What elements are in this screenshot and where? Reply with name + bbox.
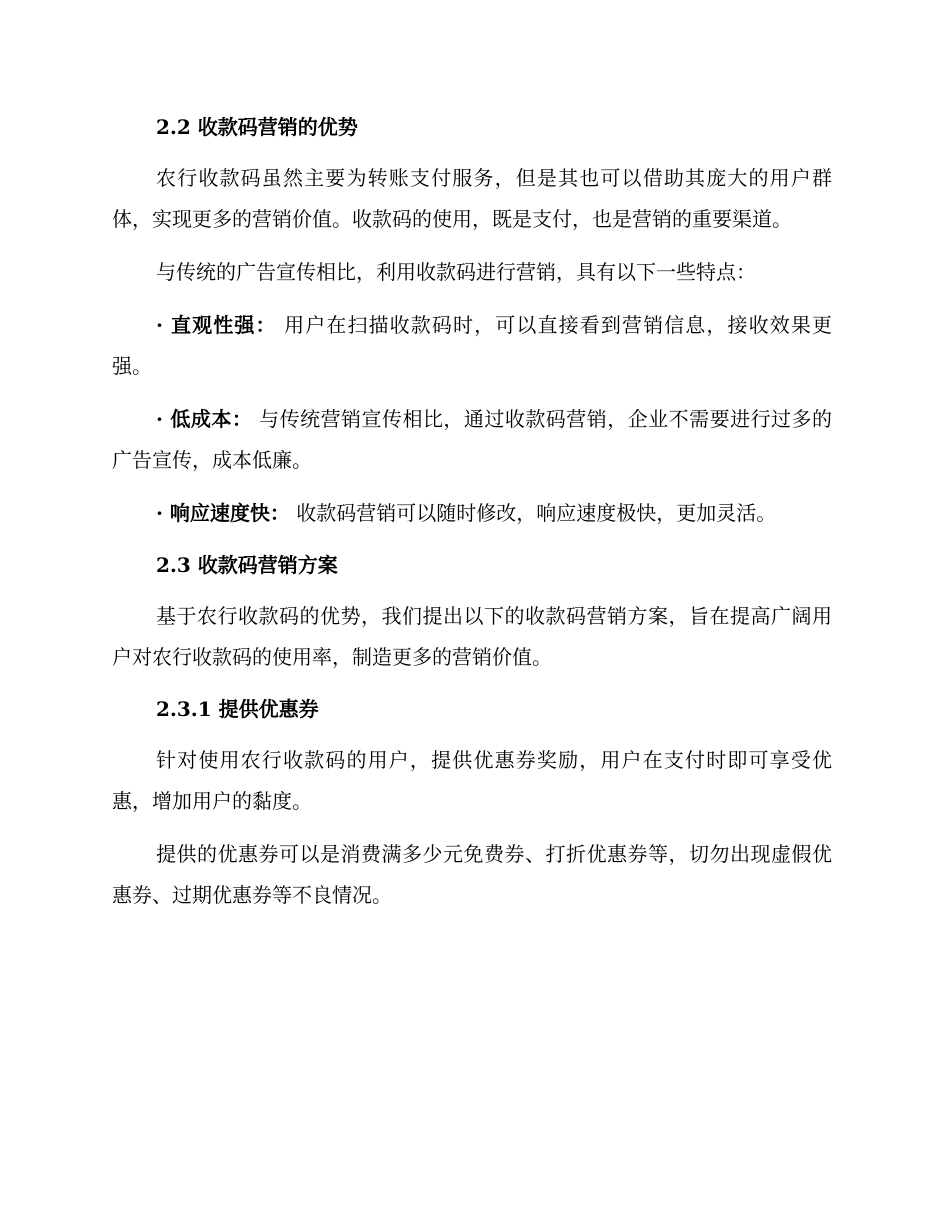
paragraph: 与传统的广告宣传相比，利用收款码进行营销，具有以下一些特点：: [156, 260, 756, 284]
bullet-text: 收款码营销可以随时修改，响应速度极快，更加灵活。: [289, 501, 777, 525]
bullet-text: 与传统营销宣传相比，通过收款码营销，企业不需要进行过多的广告宣传，成本低廉。: [112, 407, 832, 472]
paragraph: 针对使用农行收款码的用户，提供优惠券奖励，用户在支付时即可享受优惠，增加用户的黏度。: [112, 748, 832, 813]
bullet-item: [112, 493, 832, 534]
section-heading-2-3-1: 2.3.1 提供优惠券: [156, 697, 319, 721]
bullet-lead: · 低成本：: [156, 407, 253, 431]
bullet-item: [112, 305, 832, 387]
section-heading-2-3: 2.3 收款码营销方案: [156, 553, 338, 577]
paragraph: 基于农行收款码的优势，我们提出以下的收款码营销方案，旨在提高广阔用户对农行收款码的使用率，制造更多的营销价值。: [112, 604, 832, 669]
section-heading-2-2: 2.2 收款码营销的优势: [156, 115, 358, 139]
document-page: [112, 108, 832, 928]
bullet-item: [112, 399, 832, 481]
paragraph: 提供的优惠券可以是消费满多少元免费券、打折优惠券等，切勿出现虚假优惠券、过期优惠券等不良情况。: [112, 842, 832, 907]
bullet-text: 用户在扫描收款码时，可以直接看到营销信息，接收效果更强。: [112, 313, 832, 378]
bullet-lead: · 直观性强：: [156, 313, 277, 337]
bullet-lead: · 响应速度快：: [156, 501, 290, 525]
paragraph: 农行收款码虽然主要为转账支付服务，但是其也可以借助其庞大的用户群体，实现更多的营销价值。收款码的使用，既是支付，也是营销的重要渠道。: [112, 166, 832, 231]
